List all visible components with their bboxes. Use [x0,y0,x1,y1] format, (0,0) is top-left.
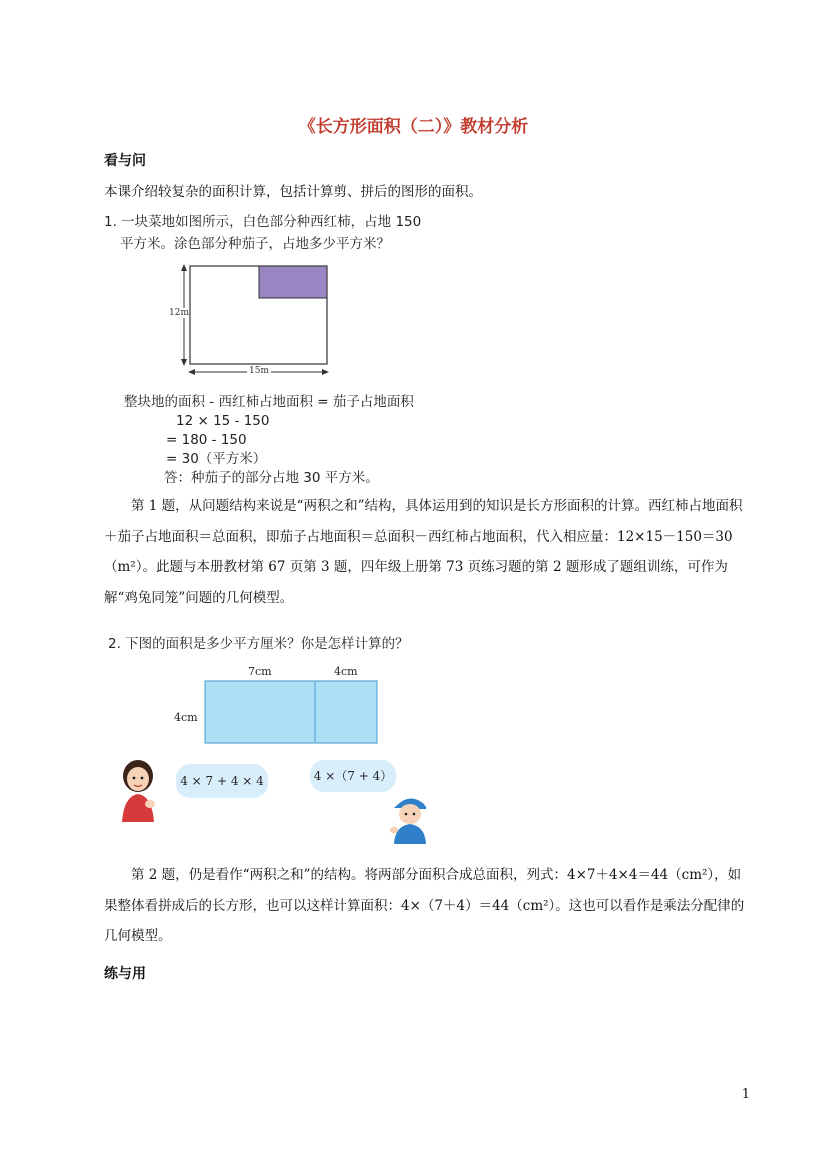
combined-rect [205,681,377,743]
work-line-1: 整块地的面积 - 西红柿占地面积 = 茄子占地面积 [124,394,414,410]
girl-character-icon [112,758,164,824]
label-7cm: 7cm [248,665,272,678]
width-label: 15m [249,366,269,376]
width-arrow-left [188,369,195,375]
section-heading-look-ask: 看与问 [104,153,146,169]
analysis-paragraph-2: 第 2 题，仍是看作“两积之和”的结构。将两部分面积合成总面积，列式：4×7＋4×4＝44（cm²），如果整体看拼成后的长方形，也可以这样计算面积：4×（7＋4）＝44（cm²）。这也可以看作是乘法分配律的几何模型。 [104,867,745,944]
problem1-work [124,393,414,488]
work-line-5: 答：种茄子的部分占地 30 平方米。 [164,470,379,486]
problem1-line1: 1. 一块菜地如图所示，白色部分种西红柿，占地 150 [104,214,422,230]
work-line-2: 12 × 15 - 150 [176,413,270,429]
boy-speech-bubble: 4 ×（7 + 4） [310,760,396,792]
problem2-question: 2. 下图的面积是多少平方厘米？你是怎样计算的？ [108,636,409,652]
section-heading-practice: 练与用 [104,966,146,982]
two-rectangles-diagram [204,680,380,746]
problem1-line2: 平方米。涂色部分种茄子，占地多少平方米？ [120,236,390,252]
work-line-3: = 180 - 150 [166,432,247,448]
height-arrow-bottom [181,359,187,366]
analysis-paragraph-1: 第 1 题，从问题结构来说是“两积之和”结构，具体运用到的知识是长方形面积的计算。西红柿占地面积＋茄子占地面积＝总面积，即茄子占地面积＝总面积－西红柿占地面积，代入相应量：12×15－150＝30（m²）。此题与本册教材第 67 页第 3 题，四年级上册第 73 页练习题的第 2 题形成了题组训练，可作为解“鸡兔同笼”问题的几何模型。 [104,498,743,606]
garden-plot-diagram [165,258,345,383]
height-arrow-top [181,264,187,271]
page-title: 《长方形面积（二）》教材分析 [298,117,529,137]
boy-character-icon [386,792,432,844]
girl-speech-bubble: 4 × 7 + 4 × 4 [176,764,268,798]
height-label: 12m [169,308,189,318]
intro-text: 本课介绍较复杂的面积计算，包括计算剪、拼后的图形的面积。 [104,184,482,200]
work-line-4: = 30（平方米） [166,451,267,467]
eggplant-shaded-rect [259,266,327,298]
label-4cm-top: 4cm [334,665,358,678]
label-4cm-side: 4cm [174,711,198,724]
page-number: 1 [741,1087,750,1102]
problem1-figure [165,258,345,383]
width-arrow-right [322,369,329,375]
